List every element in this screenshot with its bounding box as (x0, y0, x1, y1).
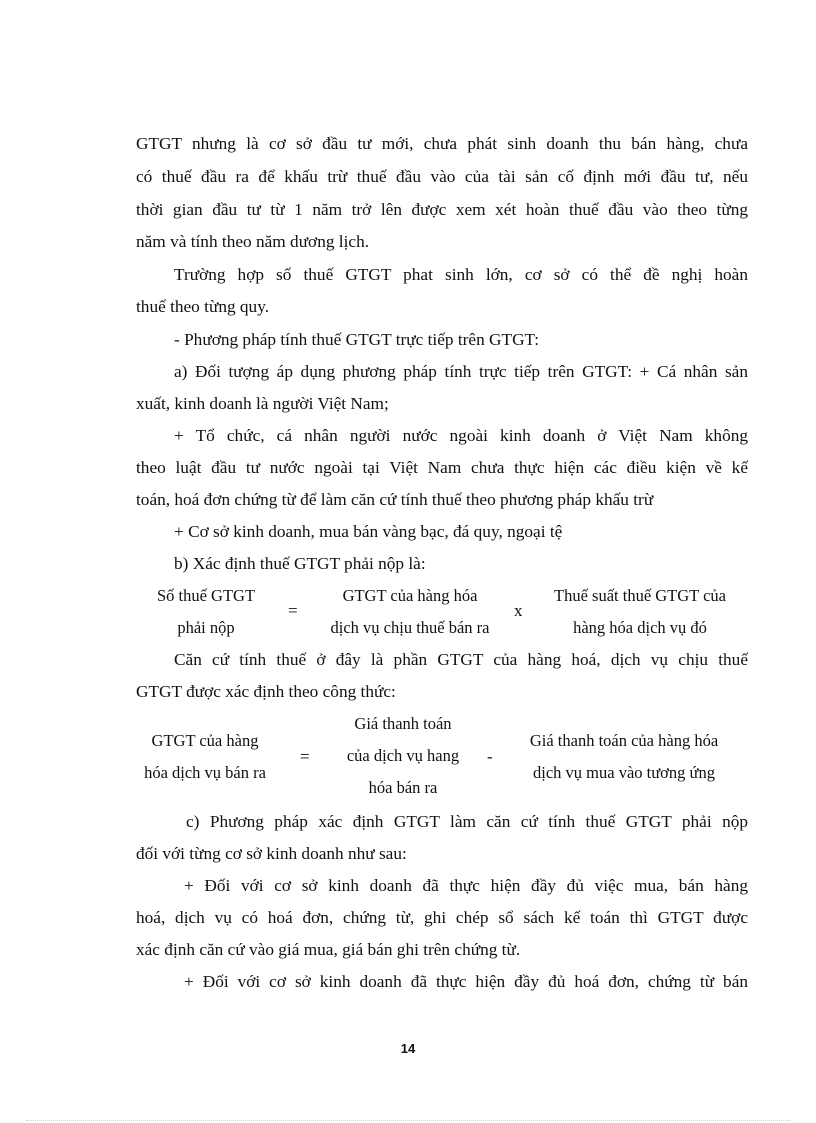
body-text-line: theo luật đầu tư nước ngoài tại Việt Nam chưa thực hiện các điều kiện về kế (136, 458, 748, 477)
body-text-line: Căn cứ tính thuế ở đây là phần GTGT của hàng hoá, dịch vụ chịu thuế (174, 650, 748, 669)
body-text-line: GTGT nhưng là cơ sở đầu tư mới, chưa phát sinh doanh thu bán hàng, chưa (136, 134, 748, 153)
formula-2-left-line: GTGT của hàng (151, 731, 259, 750)
formula-2-equals: = (300, 747, 310, 766)
formula-2-middle-line: của dịch vụ hang (346, 746, 460, 765)
formula-1-left-line: phải nộp (177, 618, 235, 637)
formula-2-middle-line: hóa bán ra (368, 778, 438, 797)
formula-2-right-line: Giá thanh toán của hàng hóa (529, 731, 719, 750)
body-text-line: + Đối với cơ sở kinh doanh đã thực hiện đầy đủ việc mua, bán hàng (184, 876, 748, 895)
formula-2-middle-line: Giá thanh toán (354, 714, 452, 733)
body-text-line: + Cơ sở kinh doanh, mua bán vàng bạc, đá quy, ngoại tệ (174, 522, 563, 541)
body-text-line: năm và tính theo năm dương lịch. (136, 232, 370, 251)
body-text-line: toán, hoá đơn chứng từ để làm căn cứ tính thuế theo phương pháp khấu trừ (136, 490, 654, 509)
body-text-line: + Tổ chức, cá nhân người nước ngoài kinh doanh ở Việt Nam không (174, 426, 748, 445)
page-bottom-divider (26, 1120, 790, 1121)
formula-2-left-line: hóa dịch vụ bán ra (144, 763, 266, 782)
body-text-line: hoá, dịch vụ có hoá đơn, chứng từ, ghi chép sổ sách kế toán thì GTGT được (136, 908, 748, 927)
body-text-line: GTGT được xác định theo công thức: (136, 682, 396, 701)
formula-1-equals: = (288, 601, 298, 620)
body-text-line: xác định căn cứ vào giá mua, giá bán ghi trên chứng từ. (136, 940, 521, 959)
body-text-line: xuất, kinh doanh là người Việt Nam; (136, 394, 389, 413)
formula-1-left-line: Số thuế GTGT (156, 586, 256, 605)
body-text-line: b) Xác định thuế GTGT phải nộp là: (174, 554, 426, 573)
formula-1-multiply: x (514, 601, 523, 620)
formula-1-right-line: hàng hóa dịch vụ đó (573, 618, 707, 637)
body-text-line: + Đối với cơ sở kinh doanh đã thực hiện đầy đủ hoá đơn, chứng từ bán (184, 972, 748, 991)
formula-1-middle-line: dịch vụ chịu thuế bán ra (330, 618, 490, 637)
body-text-line: đối với từng cơ sở kinh doanh như sau: (136, 844, 407, 863)
formula-2-minus: - (487, 747, 493, 766)
body-text-line: có thuế đầu ra để khấu trừ thuế đầu vào của tài sản cố định mới đầu tư, nếu (136, 167, 748, 186)
body-text-line: thuế theo từng quy. (136, 297, 270, 316)
body-text-line: a) Đối tượng áp dụng phương pháp tính trực tiếp trên GTGT: + Cá nhân sản (174, 362, 748, 381)
body-text-line: thời gian đầu tư từ 1 năm trở lên được xem xét hoàn thuế đầu vào theo từng (136, 200, 748, 219)
formula-2-right-line: dịch vụ mua vào tương ứng (533, 763, 715, 782)
body-text-line: Trường hợp số thuế GTGT phat sinh lớn, cơ sở có thể đề nghị hoàn (174, 265, 748, 284)
page-number: 14 (400, 1041, 416, 1056)
formula-1-middle-line: GTGT của hàng hóa (342, 586, 478, 605)
body-text-line: c) Phương pháp xác định GTGT làm căn cứ tính thuế GTGT phải nộp (186, 812, 748, 831)
formula-1-right-line: Thuế suất thuế GTGT của (554, 586, 726, 605)
body-text-line: - Phương pháp tính thuế GTGT trực tiếp trên GTGT: (174, 330, 540, 349)
